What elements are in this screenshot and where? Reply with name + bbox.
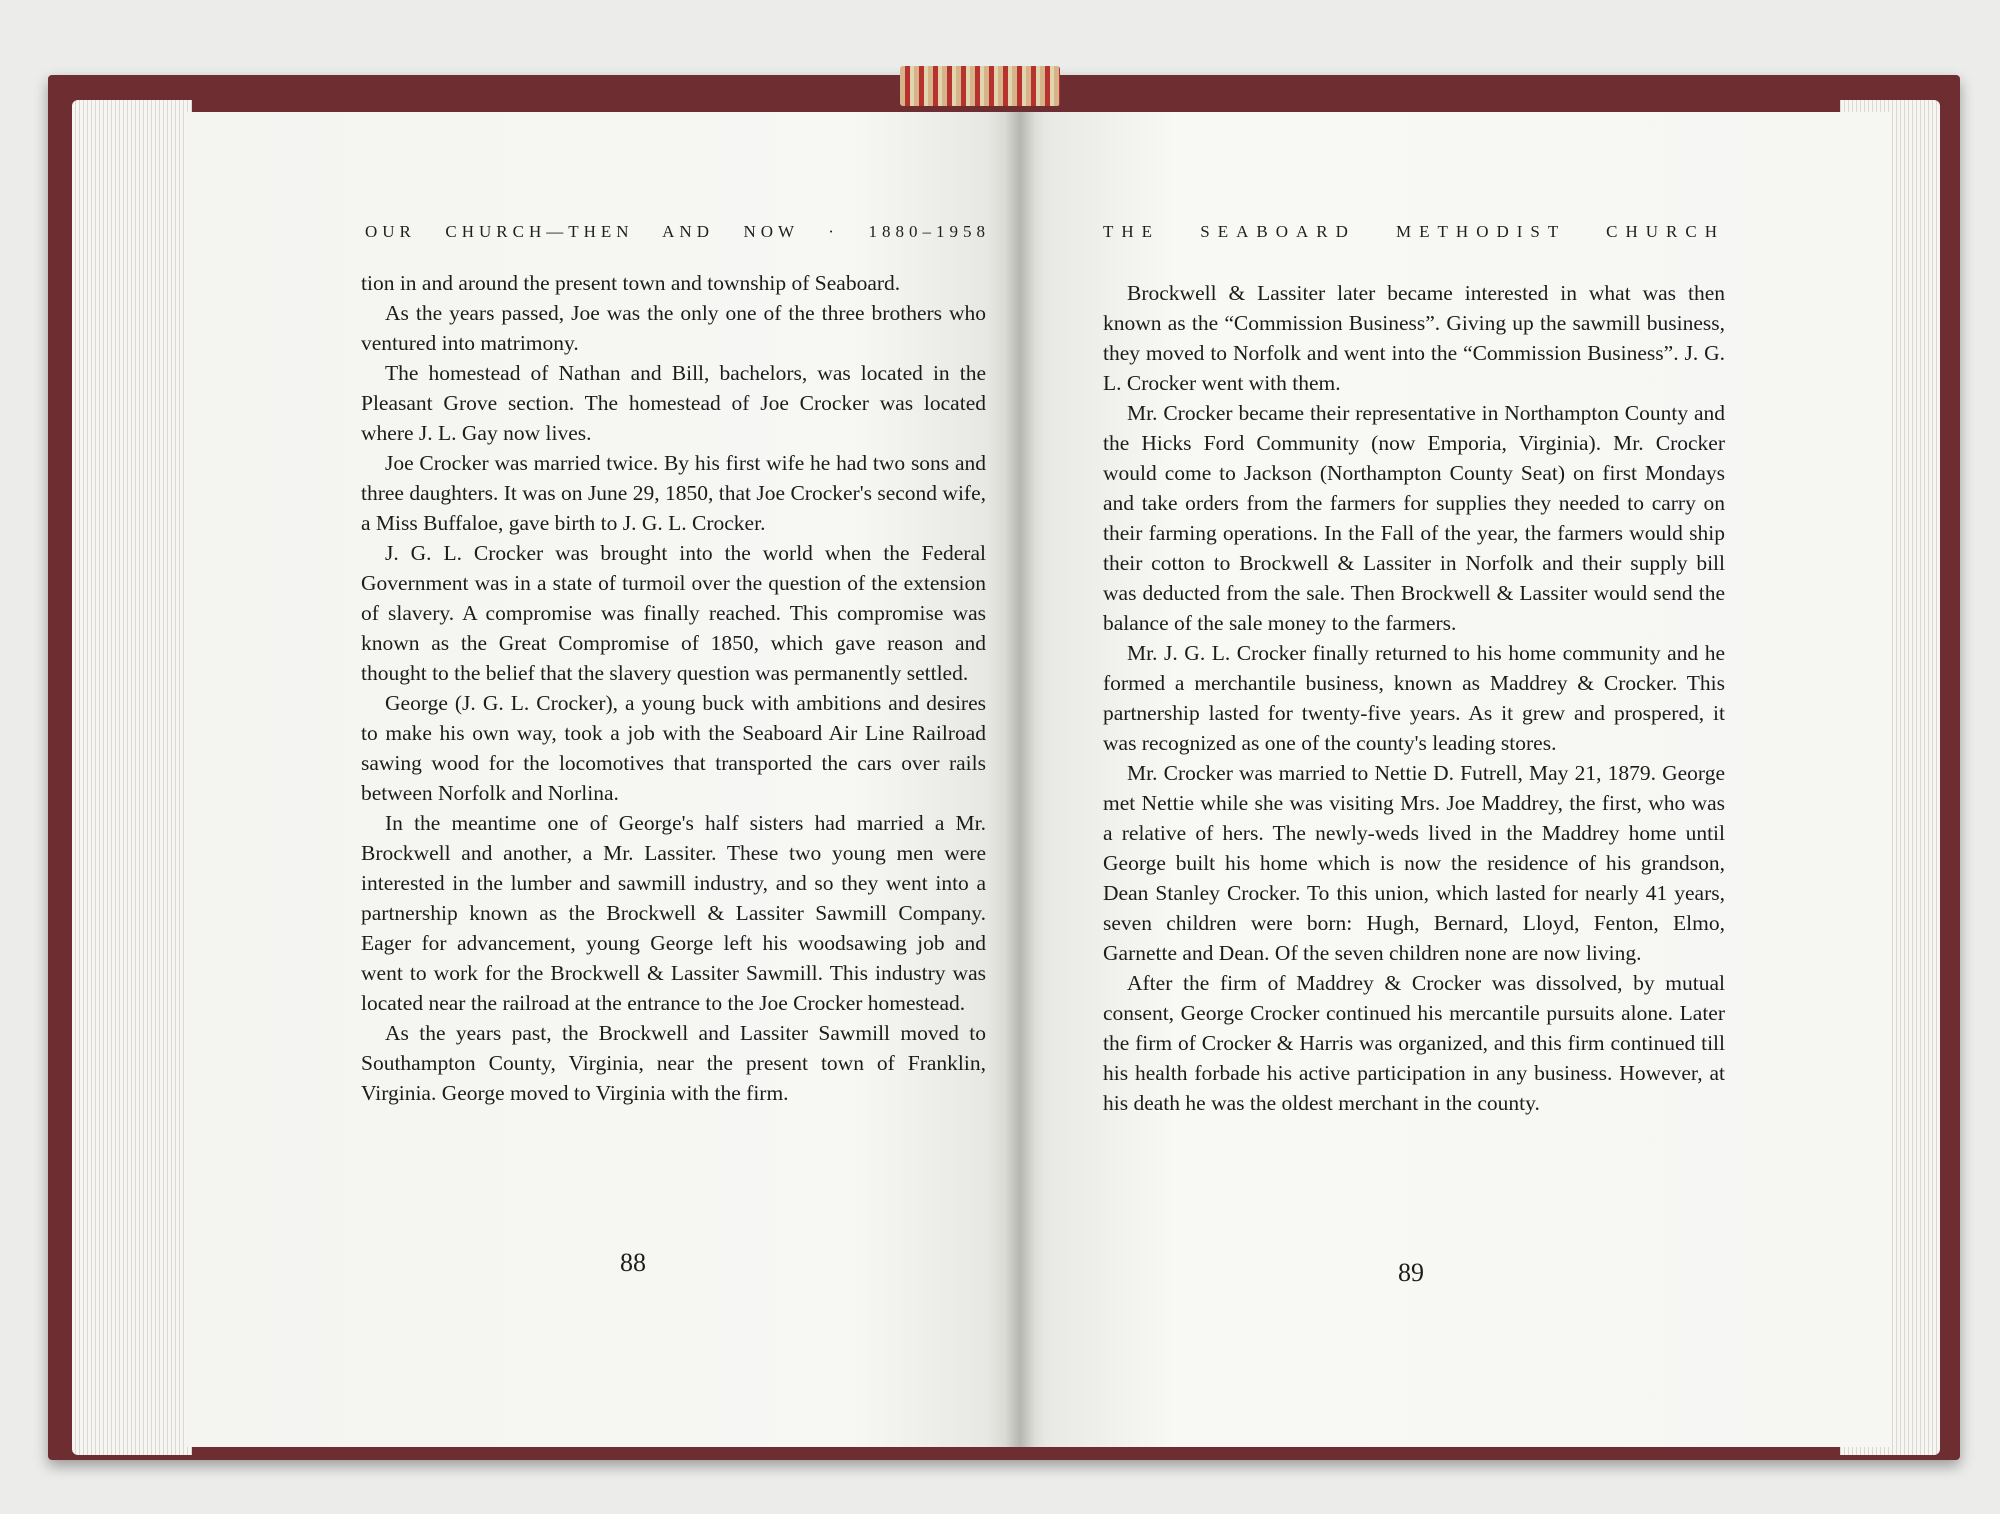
paragraph: As the years past, the Brockwell and Lassiter Sawmill moved to Southampton County, Virginia, near the present town of Franklin, Virginia. George moved to Virginia with the firm. bbox=[361, 1021, 986, 1105]
paragraph: After the firm of Maddrey & Crocker was dissolved, by mutual consent, George Crocker continued his mercantile pursuits alone. Later the firm of Crocker & Harris was organized, and this firm continued till his health forbade his active participation in any business. However, at his death he was the oldest merchant in the county. bbox=[1103, 971, 1725, 1115]
page-edges-left bbox=[72, 100, 192, 1455]
paragraph: The homestead of Nathan and Bill, bachelors, was located in the Pleasant Grove section. The homestead of Joe Crocker was located where J. L. Gay now lives. bbox=[361, 361, 986, 445]
left-running-head: OUR CHURCH—THEN AND NOW · 1880–1958 bbox=[365, 222, 990, 241]
paragraph: Mr. J. G. L. Crocker finally returned to his home community and he formed a merchantile business, known as Maddrey & Crocker. This partnership lasted for twenty-five years. As it grew and prospered, it was recognized as one of the county's leading stores. bbox=[1103, 641, 1725, 755]
paragraph: As the years passed, Joe was the only one of the three brothers who ventured into matrimony. bbox=[361, 301, 986, 355]
paragraph: Mr. Crocker was married to Nettie D. Futrell, May 21, 1879. George met Nettie while she was visiting Mrs. Joe Maddrey, the first, who was a relative of hers. The newly-weds lived in the Maddrey home until George built his home which is now the residence of his grandson, Dean Stanley Crocker. To this union, which lasted for nearly 41 years, seven children were born: Hugh, Bernard, Lloyd, Fenton, Elmo, Garnette and Dean. Of the seven children none are now living. bbox=[1103, 761, 1725, 965]
right-page-number: 89 bbox=[1398, 1258, 1424, 1287]
paragraph: Brockwell & Lassiter later became interested in what was then known as the “Commission Business”. Giving up the sawmill business, they moved to Norfolk and went into the “Commission Business”. J. G. L. Crocker went with them. bbox=[1103, 281, 1725, 395]
right-running-head: THE SEABOARD METHODIST CHURCH bbox=[1103, 222, 1725, 241]
paragraph: Mr. Crocker became their representative in Northampton County and the Hicks Ford Community (now Emporia, Virginia). Mr. Crocker would come to Jackson (Northampton County Seat) on first Mondays and take orders from the farmers for supplies they needed to carry on their farming operations. In the Fall of the year, the farmers would ship their cotton to Brockwell & Lassiter in Norfolk and their supply bill was deducted from the sale. Then Brockwell & Lassiter would send the balance of the sale money to the farmers. bbox=[1103, 401, 1725, 635]
left-text-block bbox=[361, 268, 986, 1108]
paragraph: Joe Crocker was married twice. By his first wife he had two sons and three daughters. It was on June 29, 1850, that Joe Crocker's second wife, a Miss Buffaloe, gave birth to J. G. L. Crocker. bbox=[361, 451, 986, 535]
gutter-shadow bbox=[1005, 112, 1035, 1447]
paragraph: tion in and around the present town and township of Seaboard. bbox=[361, 271, 901, 295]
paragraph: J. G. L. Crocker was brought into the world when the Federal Government was in a state of turmoil over the question of the extension of slavery. A compromise was finally reached. This compromise was known as the Great Compromise of 1850, which gave reason and thought to the belief that the slavery question was permanently settled. bbox=[361, 541, 986, 685]
left-page-number: 88 bbox=[620, 1248, 646, 1277]
paragraph: In the meantime one of George's half sisters had married a Mr. Brockwell and another, a Mr. Lassiter. These two young men were interested in the lumber and sawmill industry, and so they went into a partnership known as the Brockwell & Lassiter Sawmill Company. Eager for advancement, young George left his woodsawing job and went to work for the Brockwell & Lassiter Sawmill. This industry was located near the railroad at the entrance to the Joe Crocker homestead. bbox=[361, 811, 986, 1015]
spine-headband bbox=[900, 66, 1060, 106]
paragraph: George (J. G. L. Crocker), a young buck with ambitions and desires to make his own way, took a job with the Seaboard Air Line Railroad sawing wood for the locomotives that transported the cars over rails between Norfolk and Norlina. bbox=[361, 691, 986, 805]
right-text-block bbox=[1103, 278, 1725, 1118]
